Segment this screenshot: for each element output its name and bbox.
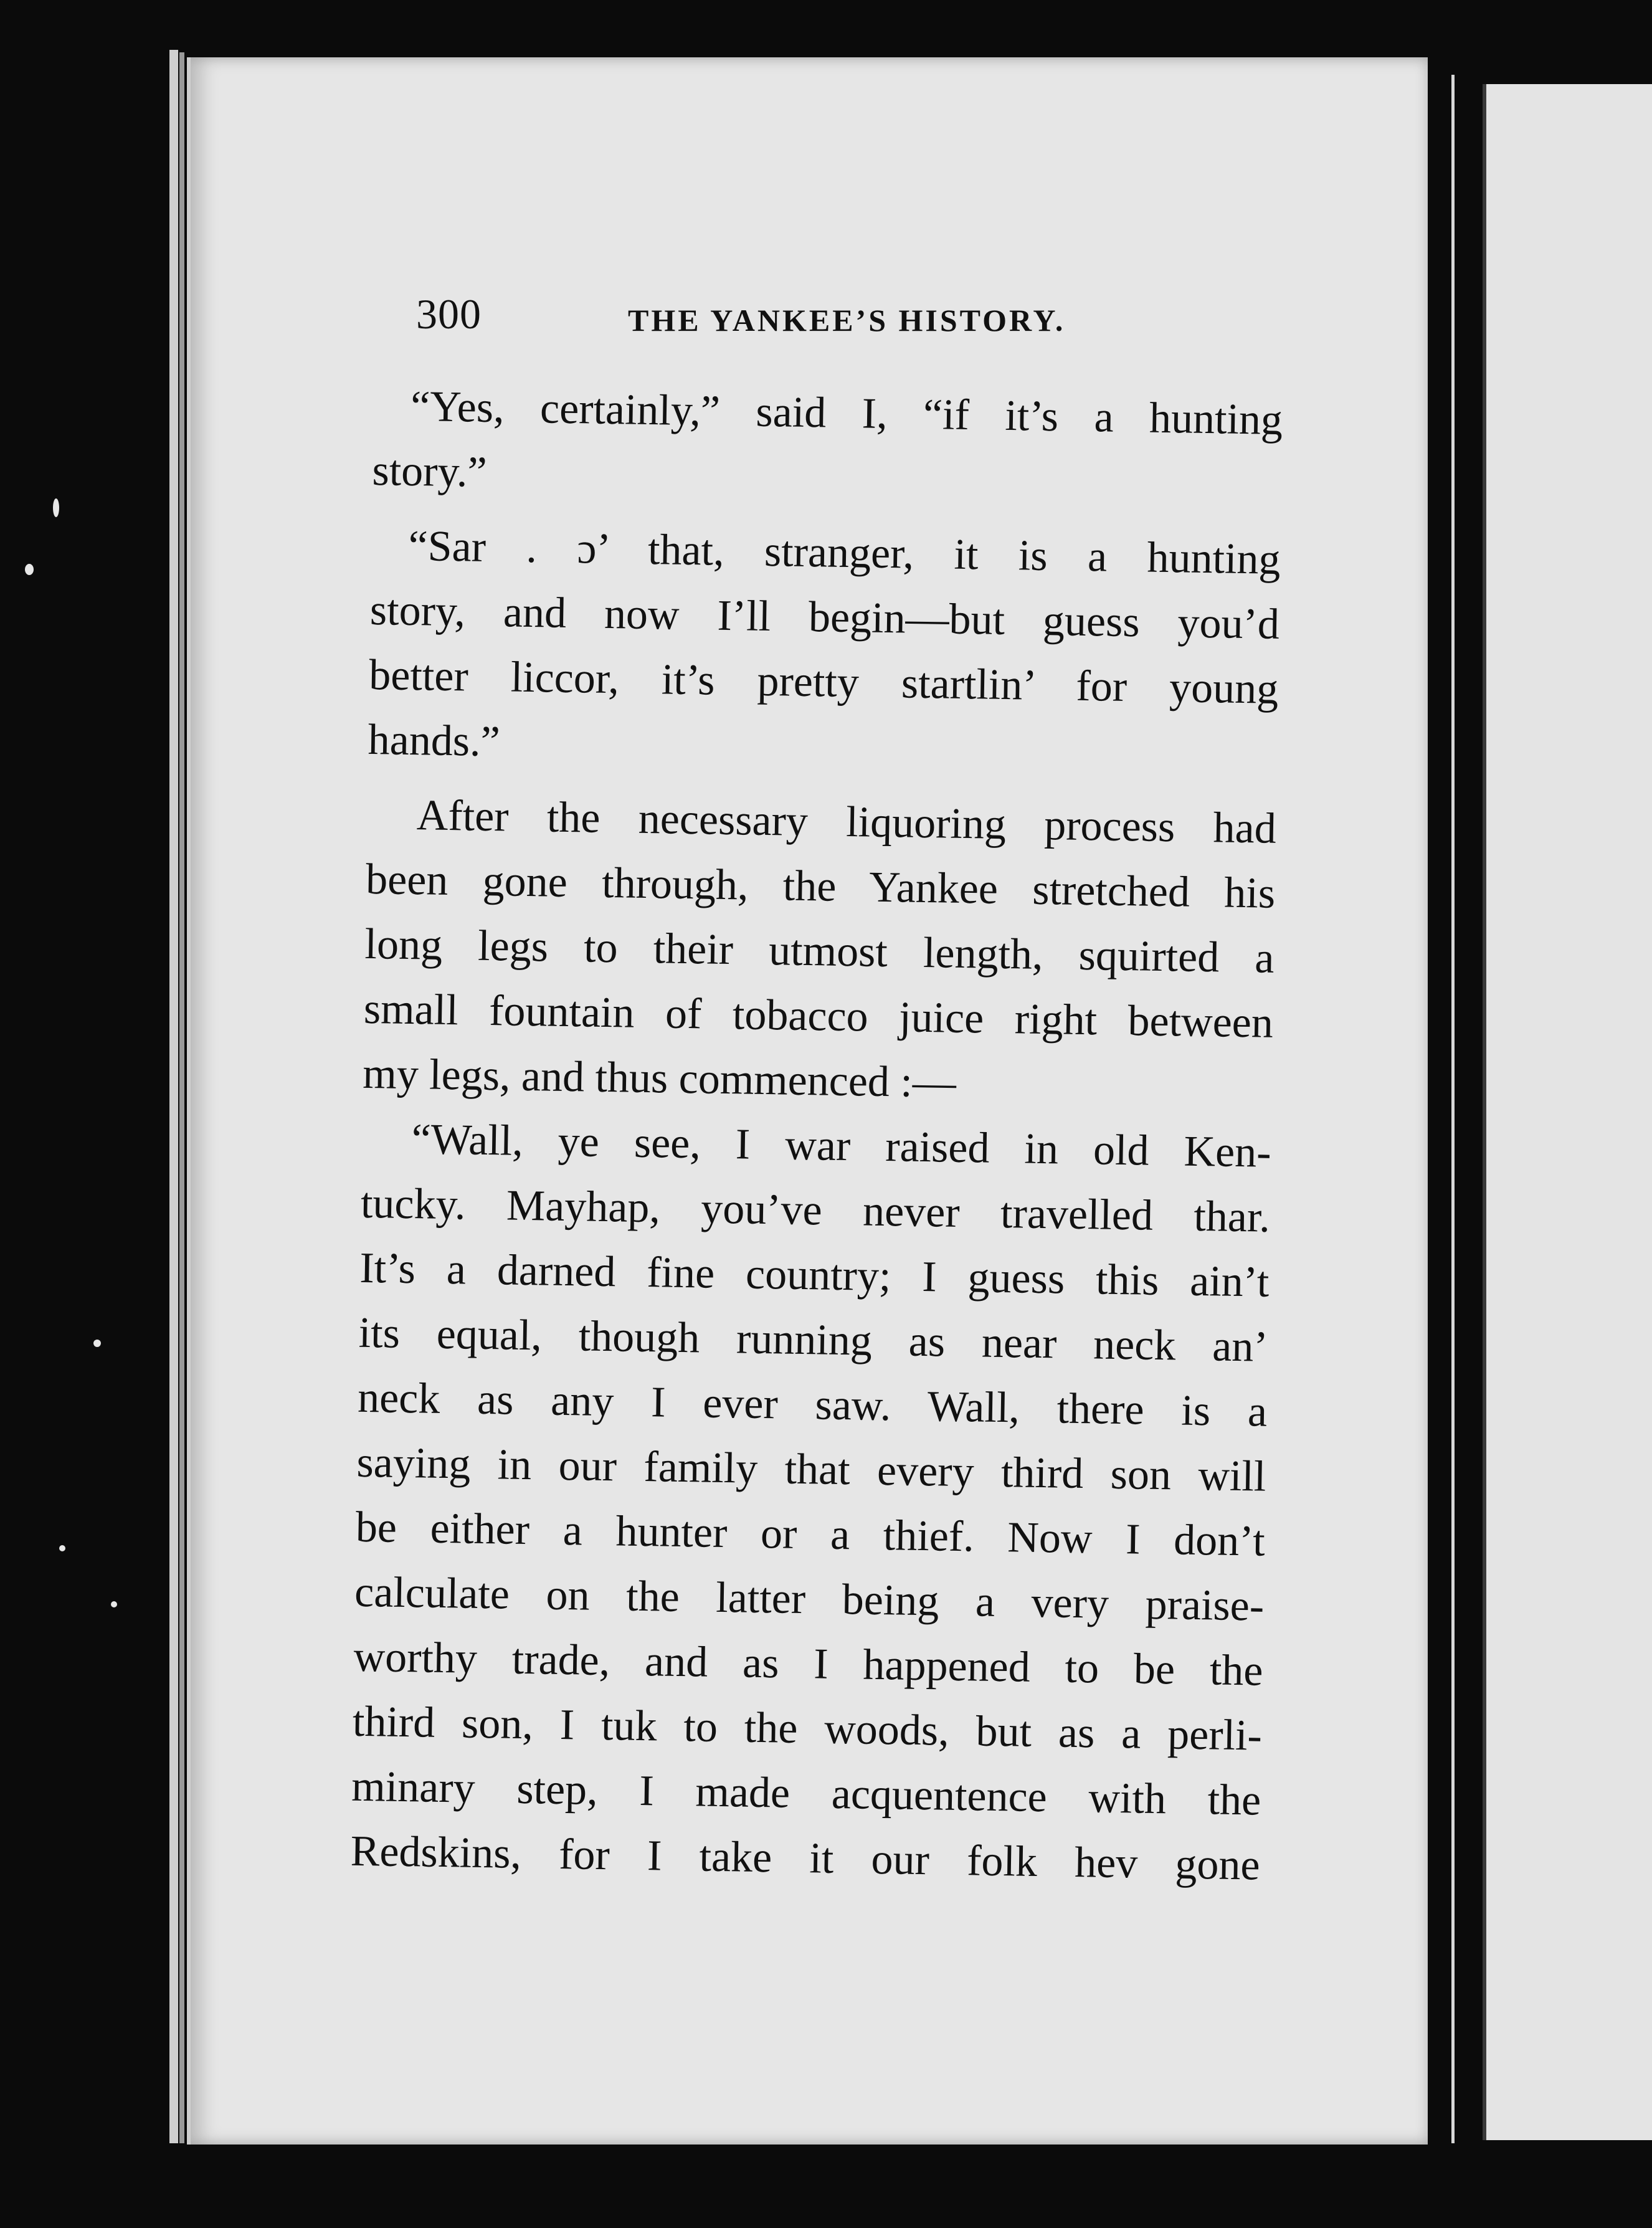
page-edge [169, 50, 178, 2143]
gutter [1428, 57, 1483, 2145]
text-line: been gone through, the Yankee stretched his [365, 855, 1276, 918]
running-head: THE YANKEE’S HISTORY. [628, 303, 1066, 338]
text-line: be either a hunter or a thief. Now I don’t [355, 1503, 1266, 1566]
margin-speck [53, 498, 59, 517]
text-line: tucky. Mayhap, you’ve never travelled thar. [360, 1179, 1271, 1242]
margin-speck [25, 564, 34, 575]
text-line: long legs to their utmost length, squirted a [364, 920, 1275, 983]
text-line: minary step, I made acquentence with the [351, 1762, 1261, 1825]
page-header [416, 290, 1288, 346]
text-line: Redskins, for I take it our folk hev gone [350, 1827, 1261, 1890]
text-line: hands.” [368, 715, 501, 766]
text-line: story.” [371, 446, 488, 497]
margin-speck [111, 1601, 117, 1607]
text-line: my legs, and thus commenced :— [362, 1049, 957, 1107]
text-line: “Wall, ye see, I war raised in old Ken- [411, 1115, 1272, 1177]
text-line: its equal, though running as near neck an’ [358, 1308, 1269, 1371]
body-text [350, 374, 1283, 1898]
facing-page [1483, 84, 1652, 2140]
page-edge-shadow [179, 52, 184, 2143]
margin-speck [93, 1340, 101, 1347]
gutter-line [1451, 75, 1455, 2143]
text-line: “Sar . ɔ’ that, stranger, it is a hunting [408, 521, 1281, 584]
text-line: better liccor, it’s pretty startlin’ for young [368, 650, 1279, 713]
text-line: calculate on the latter being a very praise- [354, 1568, 1265, 1631]
margin-speck [59, 1545, 65, 1551]
text-line: story, and now I’ll begin—but guess you’d [369, 586, 1280, 649]
text-line: neck as any I ever saw. Wall, there is a [357, 1373, 1268, 1436]
text-line: small fountain of tobacco juice right between [363, 984, 1274, 1047]
text-line: After the necessary liquoring process had [416, 791, 1277, 853]
page-number: 300 [416, 290, 482, 338]
text-line: “Yes, certainly,” said I, “if it’s a hunting [410, 382, 1283, 444]
text-line: third son, I tuk to the woods, but as a perli- [352, 1697, 1263, 1760]
text-line: worthy trade, and as I happened to be the [353, 1632, 1264, 1695]
text-line: It’s a darned fine country; I guess this ain’t [359, 1244, 1270, 1307]
text-line: saying in our family that every third son will [356, 1438, 1266, 1501]
